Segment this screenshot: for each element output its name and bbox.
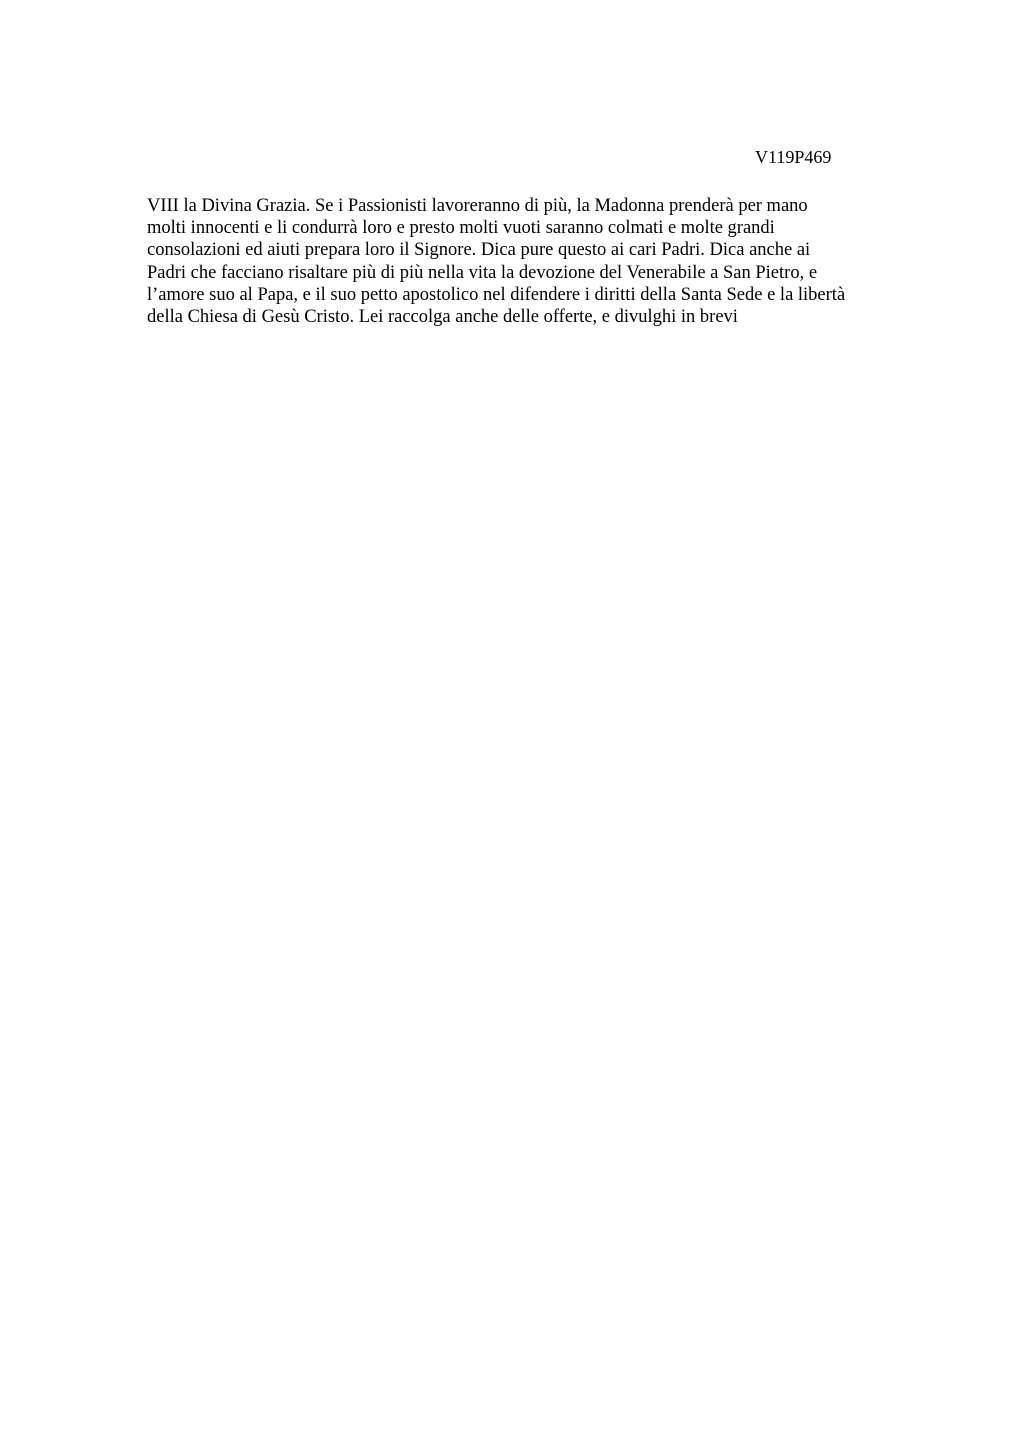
text-line: Padri che facciano risaltare più di più nella vita la devozione del Venerabile a San Pietro, e (147, 262, 818, 283)
text-line: l’amore suo al Papa, e il suo petto apostolico nel difendere i diritti della Santa Sede e la libertà (147, 284, 846, 305)
text-line: VIII la Divina Grazia. Se i Passionisti lavoreranno di più, la Madonna prenderà per mano (147, 196, 808, 216)
body-paragraph (147, 195, 947, 328)
text-line: consolazioni ed aiuti prepara loro il Signore. Dica pure questo ai cari Padri. Dica anche ai (147, 240, 811, 261)
page-reference: V119P469 (755, 147, 832, 167)
text-line: della Chiesa di Gesù Cristo. Lei raccolga anche delle offerte, e divulghi in brevi (147, 307, 738, 328)
text-line: molti innocenti e li condurrà loro e presto molti vuoti saranno colmati e molte grandi (147, 218, 775, 239)
